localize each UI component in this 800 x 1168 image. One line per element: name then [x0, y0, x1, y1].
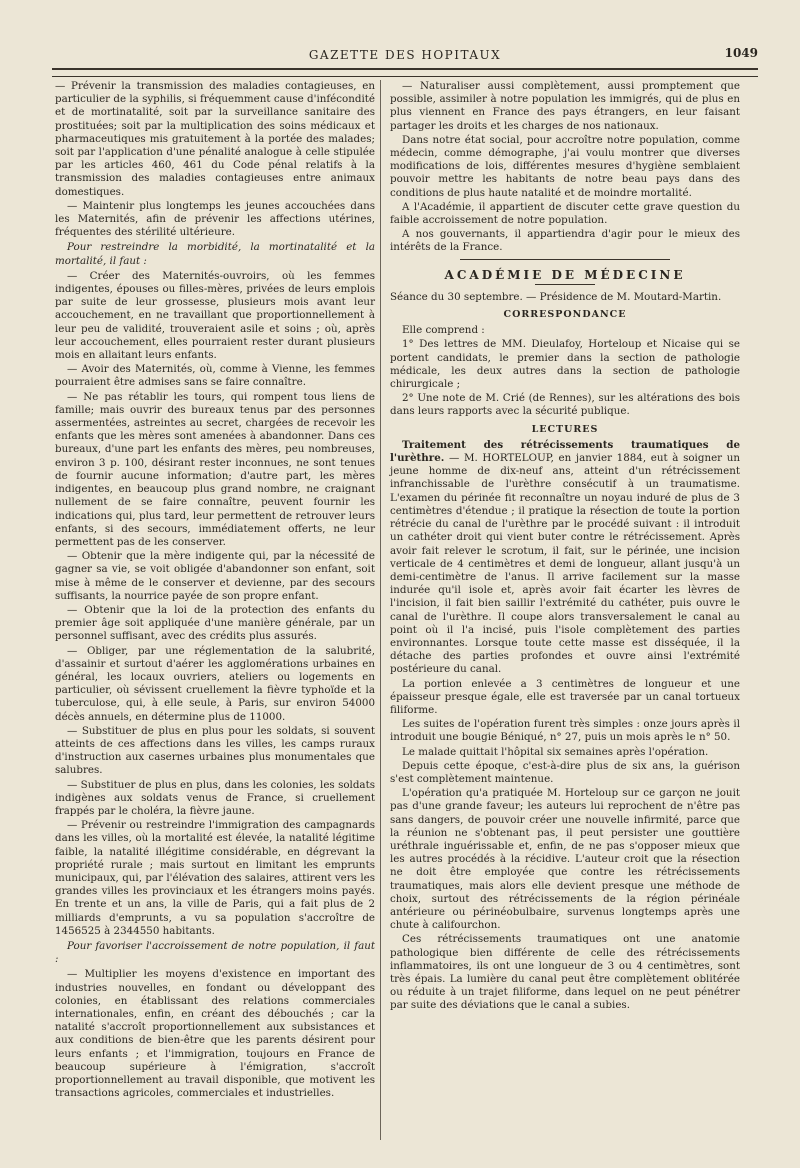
- paragraph: — Maintenir plus longtemps les jeunes accouchées dans les Maternités, afin de prévenir les affections utérines, fréquentes des stérilité ultérieure.: [55, 199, 375, 239]
- lecture-paragraph: [390, 439, 740, 677]
- paragraph: Ces rétrécissements traumatiques ont une anatomie pathologique bien différente de celle des rétrécissements inflammatoires, ils ont une longueur de 3 ou 4 centimètres, sont très épais. La lumière du canal peut être complètement oblitérée ou réduite à un trajet filiforme, dans lequel on ne peut pénétrer par suite des déviations que le canal a subies.: [390, 933, 740, 1012]
- paragraph: A l'Académie, il appartient de discuter cette grave question du faible accroissement de notre population.: [390, 200, 740, 227]
- paragraph: L'opération qu'a pratiquée M. Horteloup sur ce garçon ne jouit pas d'une grande faveur; les auteurs lui reprochent de n'être pas sans dangers, de pouvoir créer une nouvelle infirmité, parce que la réunion ne s'obtenant pas, il peut persister une gouttière uréthrale inguérissable et, enfin, de ne pas s'opposer mieux que les autres procédés à la récidive. L'auteur croit que la résection ne doit être employée que contre les rétrécissements traumatiques, mais alors elle devient presque une méthode de choix, surtout des rétrécissements de la région périnéale antérieure ou périnéobulbaire, survenus longtemps après une chute à califourchon.: [390, 787, 740, 932]
- paragraph: — Obtenir que la mère indigente qui, par la nécessité de gagner sa vie, se voit obligée d'abandonner son enfant, soit mise à même de le conserver et devienne, par des secours suffisants, la nourrice payée de son propre enfant.: [55, 550, 375, 602]
- section-divider: [460, 259, 670, 261]
- paragraph: — Naturaliser aussi complètement, aussi promptement que possible, assimiler à notre population les immigrés, qui de plus en plus viennent en France des pays étrangers, en leur faisant partager les droits et les charges de nos nationaux.: [390, 80, 740, 132]
- paragraph: 2° Une note de M. Crié (de Rennes), sur les altérations des bois dans leurs rapports avec la sécurité publique.: [390, 392, 740, 418]
- seance-line: Séance du 30 septembre. — Présidence de M. Moutard-Martin.: [390, 290, 722, 303]
- lecture-title: Traitement des rétrécissements traumatiques de l'urèthre.: [390, 438, 740, 465]
- italic-heading: Pour favoriser l'accroissement de notre population, il faut :: [55, 940, 375, 966]
- running-title: GAZETTE DES HOPITAUX: [308, 48, 502, 62]
- lecture-author: — M. HORTELOUP,: [449, 452, 554, 465]
- paragraph: — Substituer de plus en plus, dans les colonies, les soldats indigènes aux soldats venus de France, si cruellement frappés par le choléra, la fièvre jaune.: [55, 778, 375, 817]
- page-header: [52, 42, 758, 64]
- column-divider: [380, 80, 381, 1140]
- left-column: [55, 80, 375, 1101]
- paragraph: La portion enlevée a 3 centimètres de longueur et une épaisseur presque égale, elle est traversée par un canal tortueux filiforme.: [390, 677, 740, 716]
- paragraph: — Obtenir que la loi de la protection des enfants du premier âge soit appliquée d'une manière générale, par un personnel suffisant, avec des crédits plus assurés.: [55, 603, 375, 643]
- paragraph: 1° Des lettres de MM. Dieulafoy, Horteloup et Nicaise qui se portent candidats, le premier dans la section de pathologie médicale, les deux autres dans la section de pathologie chirurgicale ;: [390, 338, 740, 391]
- paragraph: — Avoir des Maternités, où, comme à Vienne, les femmes pourraient être admises sans se faire connaître.: [55, 363, 375, 389]
- italic-heading: Pour restreindre la morbidité, la mortinatalité et la mortalité, il faut :: [55, 241, 375, 267]
- right-column: [390, 80, 740, 1014]
- lecture-text: en janvier 1884, eut à soigner un jeune homme de dix-neuf ans, atteint d'un rétrécissement infranchissable de l'urèthre consécutif à un traumatisme. L'examen du périnée fit reconnaître un noyau induré de plus de 3 centimètres d'étendue ; il pratique la résection de toute la portion rétrécie du canal de l'urèthre par le procédé suivant : il introduit un cathéter droit qui vient buter contre le rétrécissement. Après avoir fait relever le scrotum, il fait, sur le périnée, une incision verticale de 4 centimètres et demi de longueur, allant jusqu'à un demi-centimètre de l'anus. Il arrive facilement sur la masse indurée qu'il isole et, après avoir fait écarter les lèvres de l'incision, il fait bien saillir l'extrémité du cathéter, puis ouvre le canal de l'urèthre. Il coupe alors transversalement le canal au point où il l'a incisé, puis l'isole complètement des parties environnantes. Lorsque toute cette masse est disséquée, il la détache des parties profondes et ouvre ainsi l'extrémité postérieure du canal.: [390, 452, 741, 676]
- page-number: 1049: [724, 46, 758, 60]
- section-title: ACADÉMIE DE MÉDECINE: [444, 267, 686, 282]
- paragraph: — Ne pas rétablir les tours, qui rompent tous liens de famille; mais ouvrir des bureaux tenus par des personnes assermentées, astreintes au secret, chargées de recevoir les enfants que les mères sont amenées à abandonner. Dans ces bureaux, d'une part les enfants des mères, peu nombreuses, environ 3 p. 100, désirant rester inconnues, ne sont tenues de fournir aucune information; d'autre part, les mères indigentes, en beaucoup plus grand nombre, ne craignant nullement de se faire connaître, peuvent fournir les indications qui, plus tard, leur permettent de retrouver leurs enfants, si des secours, immédiatement offerts, ne leur permettent pas de les conserver.: [55, 390, 375, 548]
- paragraph: Le malade quittait l'hôpital six semaines après l'opération.: [402, 745, 709, 758]
- paragraph: Les suites de l'opération furent très simples : onze jours après il introduit une bougie Béniqué, n° 27, puis un mois après le n° 50.: [390, 718, 740, 744]
- correspondance-heading: CORRESPONDANCE: [503, 309, 627, 321]
- paragraph: — Substituer de plus en plus pour les soldats, si souvent atteints de ces affections dans les villes, les camps ruraux d'instruction aux casernes urbaines plus monumentales que salubres.: [55, 724, 375, 777]
- paragraph: A nos gouvernants, il appartiendra d'agir pour le mieux des intérêts de la France.: [390, 228, 740, 254]
- paragraph: Depuis cette époque, c'est-à-dire plus de six ans, la guérison s'est complètement maintenue.: [390, 759, 740, 785]
- paragraph: Elle comprend :: [402, 324, 485, 337]
- paragraph: — Obliger, par une réglementation de la salubrité, d'assainir et surtout d'aérer les agglomérations urbaines en général, les locaux ouvriers, ateliers ou logements en particulier, où sévissent cruellement la fièvre typhoïde et la tuberculose, qui, à elle seule, à Paris, sur environ 54000 décès annuels, en détermine plus de 11000.: [55, 644, 375, 723]
- paragraph: Dans notre état social, pour accroître notre population, comme médecin, comme démographe, j'ai voulu montrer que diverses modifications de lois, différentes mesures d'hygiène semblaient pouvoir mettre les habitants de notre beau pays dans des conditions de plus haute natalité et de moindre mortalité.: [390, 133, 740, 199]
- paragraph: — Prévenir la transmission des maladies contagieuses, en particulier de la syphilis, si fréquemment cause d'infécondité et de mortinatalité, soit par la surveillance sanitaire des prostituées; soit par la multiplication des soins médicaux et pharmaceutiques mis gratuitement à la portée des malades; soit par l'application d'une pénalité analogue à celle stipulée par les articles 460, 461 du Code pénal relatifs à la transmission des maladies contagieuses entre animaux domestiques.: [55, 80, 375, 198]
- title-underline: [535, 284, 595, 285]
- lectures-heading: LECTURES: [531, 423, 599, 435]
- header-rule: [52, 68, 758, 77]
- paragraph: — Multiplier les moyens d'existence en important des industries nouvelles, en fondant ou développant des colonies, en établissant des relations commerciales internationales, enfin, en créant des débouchés ; car la natalité s'accroît proportionnellement aux subsistances et aux conditions de bien-être que les parents désirent pour leurs enfants ; et l'immigration, toujours en France de beaucoup supérieure à l'émigration, s'accroît proportionnellement au travail disponible, que motivent les transactions agricoles, commerciales et industrielles.: [55, 968, 375, 1100]
- paragraph: — Créer des Maternités-ouvroirs, où les femmes indigentes, épouses ou filles-mères, privées de leurs emplois par suite de leur grossesse, plusieurs mois avant leur accouchement, en ne travaillant que proportionnellement à leur peu de validité, trouveraient asile et soins ; où, après leur accouchement, elles pourraient rester durant plusieurs mois en allaitant leurs enfants.: [55, 269, 375, 362]
- paragraph: — Prévenir ou restreindre l'immigration des campagnards dans les villes, où la mortalité est élevée, la natalité légitime faible, la natalité illégitime considérable, en dégrevant la propriété rurale ; mais surtout en limitant les emprunts municipaux, qui, par l'élévation des salaires, attirent vers les grandes villes les provinciaux et les étrangers moins payés. En trente et un ans, la ville de Paris, qui a fait plus de 2 milliards d'emprunts, a vu sa population s'accroître de 1456525 à 2344550 habitants.: [55, 819, 375, 937]
